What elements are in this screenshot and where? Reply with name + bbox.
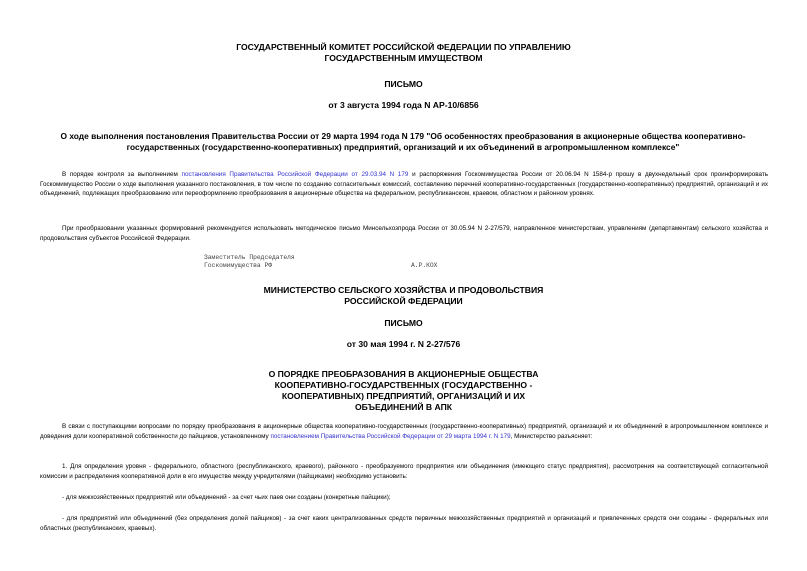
doc2-title-line1: О ПОРЯДКЕ ПРЕОБРАЗОВАНИЯ В АКЦИОНЕРНЫЕ ОБЩЕСТВА: [268, 369, 539, 379]
doc2-paragraph-4: - для предприятий или объединений (без определения долей пайщиков) - за счет каких централизованных средств первичных межхозяйственных предприятий и организаций и привлеченных средств они созданы - федеральных или областных (республиканских, краевых).: [40, 515, 768, 532]
doc1-org-line1: ГОСУДАРСТВЕННЫЙ КОМИТЕТ РОССИЙСКОЙ ФЕДЕРАЦИИ ПО УПРАВЛЕНИЮ: [236, 42, 571, 52]
doc2-title-line2: КООПЕРАТИВНО-ГОСУДАРСТВЕННЫХ (ГОСУДАРСТВЕННО -: [274, 380, 533, 390]
doc2-paragraph-1: В связи с поступающими вопросами по порядку преобразования в акционерные общества кооперативно-государственных (государственно-кооперативных) предприятий, организаций и их объединений в агропромышленном комплексе и доведения доли кооперативной собственности до пайщиков, установленному постановлением Правительства Российской Федерации от 29 марта 1994 г. N 179, Министерство разъясняет:: [40, 423, 768, 440]
doc2-date: от 30 мая 1994 г. N 2-27/576: [346, 339, 461, 349]
doc2-paragraph-2: 1. Для определения уровня - федерального, областного (республиканского, краевого), районного - преобразуемого предприятия или объединения (имеющего статус предприятия), рассмотрения на соответствующей согласительной комиссии и распределения кооперативной доли в его имуществе между учредителями (пайщиками) необходимо установить:: [40, 463, 768, 480]
doc1-title-line1: О ходе выполнения постановления Правительства России от 29 марта 1994 года N 179 "Об особенностях преобразования в акционерные общества кооперативно-: [60, 131, 746, 141]
doc2-type: ПИСЬМО: [384, 318, 423, 328]
doc2-title-line3: КООПЕРАТИВНЫХ) ПРЕДПРИЯТИЙ, ОРГАНИЗАЦИЙ И ИХ: [281, 391, 526, 401]
doc1-paragraph-2: При преобразовании указанных формирований рекомендуется использовать методическое письмо Минсельхозпрода России от 30.05.94 N 2-27/579, направленное министерствам, управлениям (департаментам) сельского хозяйства и продовольствия субъектов Российской Федерации.: [40, 225, 768, 242]
doc1-date: от 3 августа 1994 года N АР-10/6856: [328, 100, 479, 110]
doc2-paragraph-3: - для межхозяйственных предприятий или объединений - за счет чьих паев они созданы (конкретные пайщики);: [62, 494, 391, 501]
doc2-org-line1: МИНИСТЕРСТВО СЕЛЬСКОГО ХОЗЯЙСТВА И ПРОДОВОЛЬСТВИЯ: [263, 285, 544, 295]
doc1-signer-title: Заместитель Председателя: [204, 254, 295, 261]
doc1-title-line2: государственных (государственно-кооперативных) предприятий, организаций и их объединений в агропромышленном комплексе": [126, 142, 680, 152]
doc1-type: ПИСЬМО: [384, 79, 423, 89]
doc1-org-line2: ГОСУДАРСТВЕННЫМ ИМУЩЕСТВОМ: [324, 53, 483, 63]
doc2-org-line2: РОССИЙСКОЙ ФЕДЕРАЦИИ: [344, 296, 463, 306]
doc1-signer-name: А.Р.КОХ: [411, 262, 438, 269]
doc1-signer-org: Госкомимущества РФ: [204, 262, 273, 269]
doc1-paragraph-1: В порядке контроля за выполнением постановления Правительства Российской Федерации от 29.03.94 N 179 и распоряжения Госкомимущества России от 20.06.94 N 1584-р прошу в двухнедельный срок проинформировать Госкомимущество России о ходе выполнения указанного постановления, в том числе по созданию согласительных комиссий, составлению перечней кооперативно-государственных (государственно-кооперативных) предприятий, организаций и их объединений, подлежащих преобразованию или переоформлению преобразования в акционерные общества на федеральном, республиканском, краевом, областном и районном уровнях.: [40, 171, 769, 197]
doc1-law-link[interactable]: постановления Правительства Российской Федерации от 29.03.94 N 179: [181, 171, 409, 178]
doc2-title-line4: ОБЪЕДИНЕНИЙ В АПК: [354, 402, 453, 412]
doc2-law-link[interactable]: постановлением Правительства Российской Федерации от 29 марта 1994 г. N 179: [270, 432, 511, 440]
